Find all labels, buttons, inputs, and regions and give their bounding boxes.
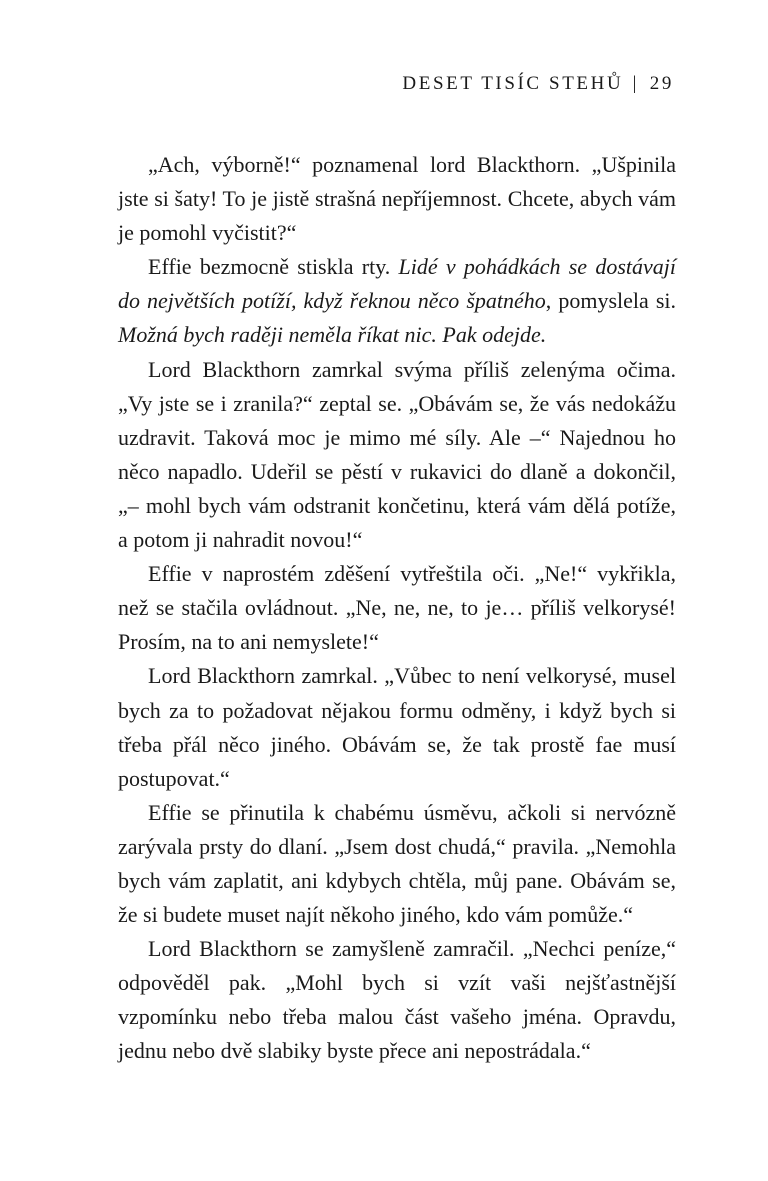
paragraph-5: Lord Blackthorn zamrkal. „Vůbec to není velkorysé, musel bych za to požadovat nějakou formu odměny, i když bych si třeba přál něco jiného. Obávám se, že tak prostě fae musí postupovat.“ <box>118 663 676 791</box>
running-title: DESET TISÍC STEHŮ <box>402 73 624 94</box>
paragraph-3: Lord Blackthorn zamrkal svýma příliš zelenýma očima. „Vy jste se i zranila?“ zeptal se. „Obávám se, že vás nedokážu uzdravit. Taková moc je mimo mé síly. Ale –“ Najednou ho něco napadlo. Udeřil se pěstí v rukavici do dlaně a dokončil, „– mohl bych vám odstranit končetinu, která vám dělá potíže, a potom ji nahradit novou!“ <box>118 356 676 553</box>
paragraph-4: Effie v naprostém zděšení vytřeštila oči. „Ne!“ vykřikla, než se stačila ovládnout. „Ne, ne, ne, to je… příliš velkorysé! Prosím, na to ani nemyslete!“ <box>118 561 676 655</box>
body-text <box>118 148 676 1069</box>
running-head <box>402 74 674 93</box>
page-number: 29 <box>649 73 674 94</box>
paragraph-2-narration: Effie bezmocně stiskla rty. <box>148 254 399 280</box>
paragraph-2-thought: Lidé v pohádkách se dostávají do největších potíží, když řeknou něco špatného <box>118 254 676 314</box>
paragraph-7: Lord Blackthorn se zamyšleně zamračil. „Nechci peníze,“ odpověděl pak. „Mohl bych si vzít vaši nejšťastnější vzpomínku nebo třeba malou část vašeho jména. Opravdu, jednu nebo dvě slabiky byste přece ani nepostrádala.“ <box>118 936 676 1064</box>
paragraph-2-narration-tag: , pomyslela si. <box>545 288 676 314</box>
running-head-separator: | <box>632 73 637 94</box>
paragraph-1: „Ach, výborně!“ poznamenal lord Blackthorn. „Ušpinila jste si šaty! To je jistě strašná nepříjemnost. Chcete, abych vám je pomohl vyčistit?“ <box>118 152 676 246</box>
paragraph-6: Effie se přinutila k chabému úsměvu, ačkoli si nervózně zarývala prsty do dlaní. „Jsem dost chudá,“ pravila. „Nemohla bych vám zaplatit, ani kdybych chtěla, můj pane. Obávám se, že si budete muset najít někoho jiného, kdo vám pomůže.“ <box>118 799 676 928</box>
paragraph-2 <box>118 250 676 352</box>
paragraph-2-thought-continued: Možná bych raději neměla říkat nic. Pak odejde. <box>118 322 547 348</box>
